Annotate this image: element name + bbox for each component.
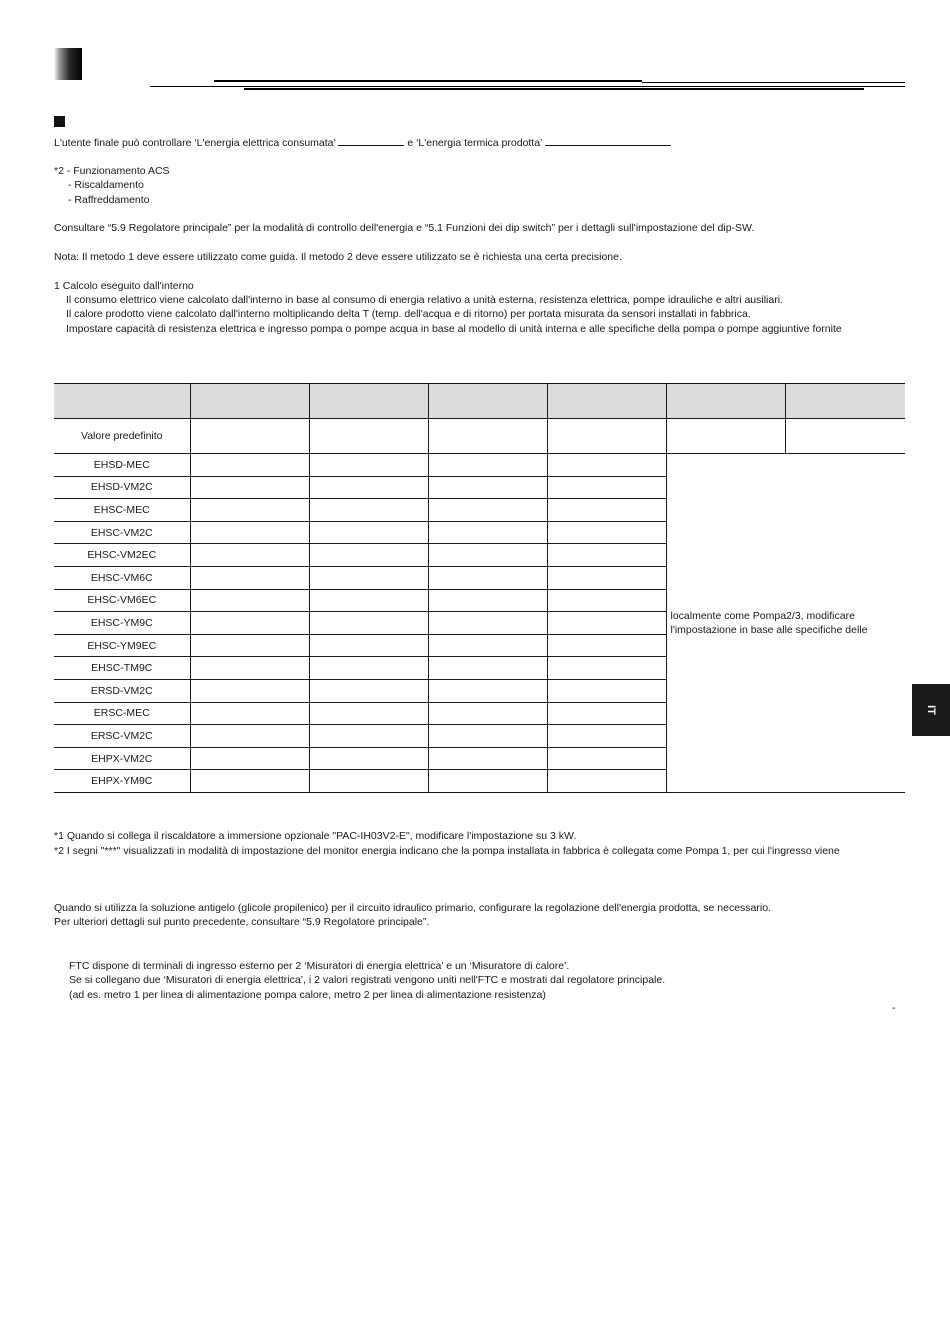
footnote: *2 I segni "***" visualizzati in modalità di impostazione del monitor energia indicano che la pompa installata in fabbrica è collegata come Pompa 1, per cui l'ingresso viene	[54, 845, 840, 857]
table-cell	[190, 679, 309, 702]
table-cell	[309, 702, 428, 725]
table-cell	[428, 634, 547, 657]
table-cell	[190, 747, 309, 770]
merged-note-line: l'impostazione in base alle specifiche delle	[670, 623, 868, 636]
model-name: EHSC-VM6C	[54, 566, 190, 589]
table-header-row	[54, 384, 905, 419]
table-cell	[190, 657, 309, 680]
table-cell	[428, 544, 547, 567]
table-cell	[428, 476, 547, 499]
table-cell	[428, 521, 547, 544]
table-cell	[309, 499, 428, 522]
header-cell	[190, 384, 309, 419]
model-name: EHSD-VM2C	[54, 476, 190, 499]
mode-title: *2 - Funzionamento ACS	[54, 165, 170, 177]
language-tab-label: IT	[925, 705, 937, 715]
table-cell	[309, 521, 428, 544]
method1-line: Impostare capacità di resistenza elettrica e ingresso pompa o pompe acqua in base al modello di unità interna e alle specifiche della pompa o pompe aggiuntive fornite	[66, 323, 842, 335]
table-cell	[547, 725, 666, 748]
stray-mark: -	[892, 1002, 896, 1014]
model-settings-table	[54, 383, 905, 793]
blank-field-1	[338, 135, 404, 146]
table-cell	[547, 702, 666, 725]
table-cell	[309, 634, 428, 657]
ftc-text: (ad es. metro 1 per linea di alimentazione pompa calore, metro 2 per linea di alimentazione resistenza)	[69, 989, 546, 1001]
antifreeze-text: Per ulteriori dettagli sul punto precedente, consultare “5.9 Regolatore principale”.	[54, 916, 430, 928]
header-rule-right	[642, 82, 905, 83]
table-cell	[190, 612, 309, 635]
note-text: Nota: Il metodo 1 deve essere utilizzato come guida. Il metodo 2 deve essere utilizzato se è richiesta una certa precisione.	[54, 251, 622, 263]
table-cell	[547, 589, 666, 612]
table-cell	[428, 419, 547, 454]
table-cell	[547, 747, 666, 770]
language-tab	[912, 684, 950, 736]
header-rule-main	[150, 86, 905, 87]
model-name: ERSC-VM2C	[54, 725, 190, 748]
table-cell	[190, 454, 309, 477]
merged-note-cell	[666, 454, 905, 793]
intro-text-1: L'utente finale può controllare ‘L'energia elettrica consumata’	[54, 137, 336, 149]
subsection-bullet	[54, 116, 65, 127]
table-cell	[309, 476, 428, 499]
model-name: EHPX-YM9C	[54, 770, 190, 793]
table-cell	[428, 725, 547, 748]
table-cell	[428, 679, 547, 702]
table-cell	[190, 419, 309, 454]
model-name: EHSC-TM9C	[54, 657, 190, 680]
table-cell	[309, 747, 428, 770]
merged-note-line: localmente come Pompa2/3, modificare	[670, 609, 855, 622]
header-cell	[428, 384, 547, 419]
table-cell	[190, 521, 309, 544]
table-cell	[428, 566, 547, 589]
model-name: EHSC-YM9EC	[54, 634, 190, 657]
table-cell	[309, 544, 428, 567]
mode-item: - Raffreddamento	[68, 194, 150, 206]
header-rule-bold	[244, 88, 864, 90]
model-name: EHSC-VM2C	[54, 521, 190, 544]
model-name: EHSC-VM2EC	[54, 544, 190, 567]
mode-item: - Riscaldamento	[68, 179, 144, 191]
table-cell	[309, 454, 428, 477]
table-cell	[547, 499, 666, 522]
table-row	[54, 454, 905, 477]
table-cell	[309, 612, 428, 635]
table-cell	[428, 454, 547, 477]
antifreeze-text: Quando si utilizza la soluzione antigelo (glicole propilenico) per il circuito idraulico primario, configurare la regolazione dell'energia prodotta, se necessario.	[54, 902, 771, 914]
method1-line: Il consumo elettrico viene calcolato dall'interno in base al consumo di energia relativo a unità esterna, resistenza elettrica, pompe idrauliche e altri ausiliari.	[66, 294, 783, 306]
method1-title: 1 Calcolo eseguito dall'interno	[54, 280, 194, 292]
table-cell	[190, 770, 309, 793]
intro-text-2: e ‘L'energia termica prodotta’	[407, 137, 543, 149]
table-cell	[547, 419, 666, 454]
table-cell	[190, 499, 309, 522]
table-cell	[190, 725, 309, 748]
table-cell	[309, 419, 428, 454]
model-name: EHSD-MEC	[54, 454, 190, 477]
model-name: ERSD-VM2C	[54, 679, 190, 702]
table-cell	[785, 419, 905, 454]
table-cell	[547, 634, 666, 657]
model-name: EHSC-VM6EC	[54, 589, 190, 612]
blank-field-2	[545, 135, 671, 146]
table-cell	[547, 454, 666, 477]
table-cell	[428, 589, 547, 612]
default-value-label: Valore predefinito	[54, 419, 190, 454]
table-cell	[547, 544, 666, 567]
table-cell	[190, 566, 309, 589]
ftc-text: FTC dispone di terminali di ingresso esterno per 2 ‘Misuratori di energia elettrica’ e un ‘Misuratore di calore’.	[69, 960, 570, 972]
consult-text: Consultare “5.9 Regolatore principale” per la modalità di controllo dell'energia e “5.1 Funzioni dei dip switch” per i dettagli sull'impostazione del dip-SW.	[54, 222, 755, 234]
table-cell	[309, 566, 428, 589]
table-cell	[547, 770, 666, 793]
table-cell	[547, 521, 666, 544]
section-header-marker	[54, 48, 82, 80]
table-cell	[666, 419, 785, 454]
header-cell	[309, 384, 428, 419]
method1-line: Il calore prodotto viene calcolato dall'interno moltiplicando delta T (temp. dell'acqua e di ritorno) per portata misurata da sensori installati in fabbrica.	[66, 308, 751, 320]
table-cell	[309, 657, 428, 680]
table-cell	[428, 702, 547, 725]
model-name: ERSC-MEC	[54, 702, 190, 725]
table-cell	[547, 566, 666, 589]
ftc-text: Se si collegano due ‘Misuratori di energia elettrica’, i 2 valori registrati vengono uniti nell'FTC e mostrati dal regolatore principale.	[69, 974, 666, 986]
table-cell	[309, 679, 428, 702]
table-cell	[428, 612, 547, 635]
intro-line	[54, 135, 671, 150]
table-cell	[428, 657, 547, 680]
table-cell	[547, 679, 666, 702]
table-cell	[190, 634, 309, 657]
footnote: *1 Quando si collega il riscaldatore a immersione opzionale "PAC-IH03V2-E", modificare l'impostazione su 3 kW.	[54, 830, 577, 842]
table-cell	[190, 589, 309, 612]
table-cell	[428, 499, 547, 522]
table-cell	[190, 476, 309, 499]
header-cell	[666, 384, 785, 419]
table-cell	[547, 612, 666, 635]
table-cell	[547, 476, 666, 499]
header-cell	[54, 384, 190, 419]
header-cell	[547, 384, 666, 419]
table-cell	[309, 589, 428, 612]
table-cell	[309, 725, 428, 748]
table-cell	[190, 544, 309, 567]
header-rule-top	[214, 80, 642, 82]
default-value-row	[54, 419, 905, 454]
table-cell	[547, 657, 666, 680]
table-cell	[428, 747, 547, 770]
model-name: EHPX-VM2C	[54, 747, 190, 770]
header-cell	[785, 384, 905, 419]
table-cell	[190, 702, 309, 725]
model-name: EHSC-MEC	[54, 499, 190, 522]
table-cell	[428, 770, 547, 793]
table-cell	[309, 770, 428, 793]
model-name: EHSC-YM9C	[54, 612, 190, 635]
